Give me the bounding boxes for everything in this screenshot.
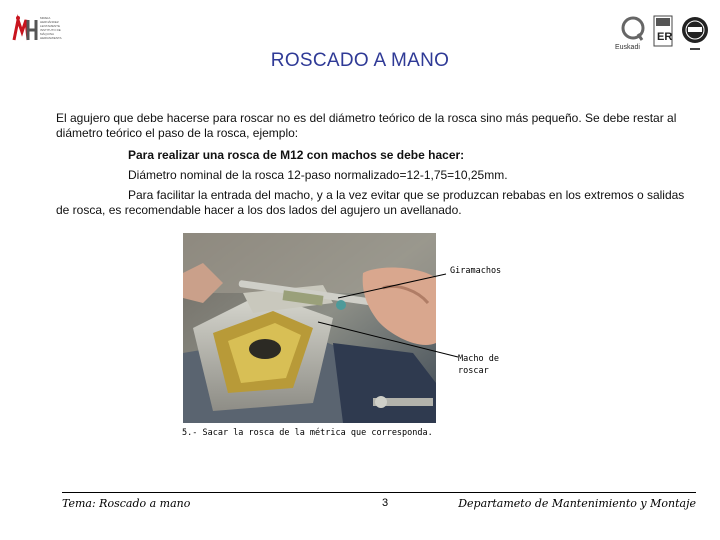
er-certification-logo: [654, 16, 672, 46]
example-heading: Para realizar una rosca de M12 con machos se debe hacer:: [128, 148, 465, 162]
intro-paragraph: El agujero que debe hacerse para roscar no es del diámetro teórico de la rosca sino más pequeño. Se debe restar al diámetro teórico el paso de la rosca, ejemplo:: [56, 111, 677, 140]
tapping-photo: [183, 233, 436, 423]
euskadi-quality-logo: [615, 18, 643, 51]
footer-department: Departameto de Mantenimiento y Montaje: [458, 497, 696, 510]
iso-seal-logo: [682, 17, 708, 50]
svg-text:ER: ER: [657, 31, 673, 43]
figure-caption: 5.- Sacar la rosca de la métrica que corresponda.: [182, 428, 433, 438]
institute-logo-mark: [12, 14, 38, 44]
institute-logo: [12, 14, 74, 50]
countersink-paragraph: Para facilitar la entrada del macho, y a la vez evitar que se produzcan rebabas en los extremos o salidas de rosca, es recomendable hacer a los dos lados del agujero un avellanado.: [56, 188, 685, 217]
footer-page-number: 3: [382, 497, 389, 509]
svg-text:Euskadi: Euskadi: [615, 44, 640, 51]
example-calculation: Diámetro nominal de la rosca 12-paso normalizado=12-1,75=10,25mm.: [128, 168, 508, 182]
tap-label: Macho de roscar: [458, 354, 499, 376]
certification-logos: [612, 14, 712, 54]
footer-divider: [62, 492, 696, 493]
wrench-label: Giramachos: [450, 266, 502, 276]
institute-logo-text: MIREIA HERNÁNDEZ LENTAMENTE INSTITUTO DE MÁQUINA HERRAMIENTA: [40, 16, 62, 40]
footer-topic: Tema: Roscado a mano: [62, 497, 191, 510]
page-title: ROSCADO A MANO: [270, 50, 450, 71]
